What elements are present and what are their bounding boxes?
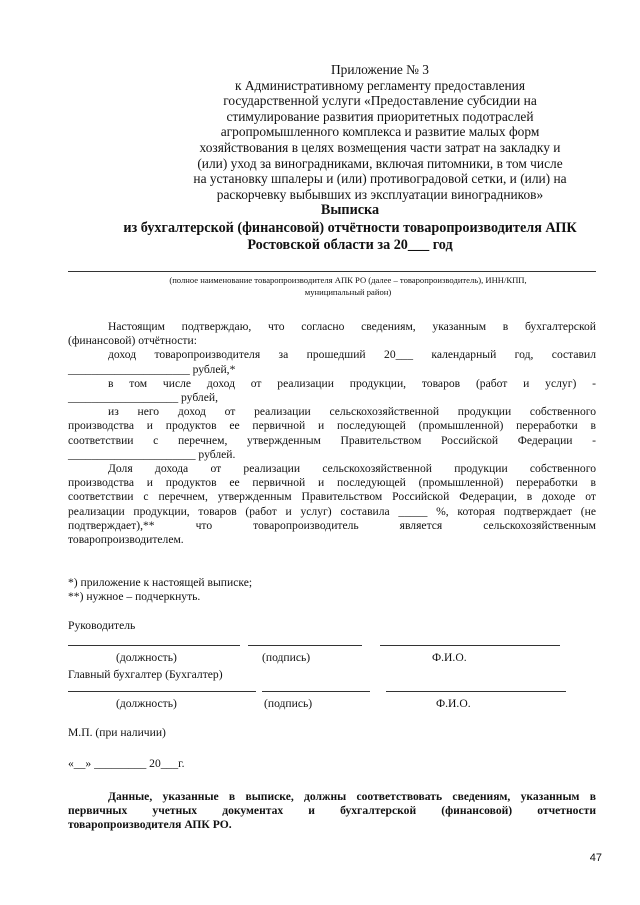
note-line: Данные, указанные в выписке, должны соответствовать сведениям, указанным в [108,790,596,803]
chief-accountant-label: Главный бухгалтер (Бухгалтер) [68,668,223,681]
head-label: Руководитель [68,619,136,632]
paragraph-line: в том числе доход от реализации продукции, товаров (работ и услуг) - [108,376,596,390]
paragraph-line: товаропроизводителем. [68,533,184,547]
paragraph-line: Настоящим подтверждаю, что согласно сведениям, указанным в бухгалтерской [108,320,596,333]
appendix-header [160,62,600,202]
paragraph-line: подтверждает),** что товаропроизводитель является сельскохозяйственным [68,518,596,532]
appendix-line: агропромышленного комплекса и развитие малых форм [220,124,540,140]
paragraph-line: производства и продуктов ее первичной и последующей (промышленной) переработки в [68,476,596,490]
title-line: из бухгалтерской (финансовой) отчётности товаропроизводителя АПК [123,219,577,236]
paragraph-line: ______________________ рублей. [68,447,236,461]
date-line: «__» _________ 20___г. [68,757,185,770]
note-line: товаропроизводителя АПК РО. [68,818,232,832]
stamp-label: М.П. (при наличии) [68,726,166,739]
producer-name-line [68,271,596,272]
head-fio-caption: Ф.И.О. [432,651,467,664]
document-title [100,202,600,255]
paragraph-line: _____________________ рублей,* [68,362,236,376]
note-line: первичных учетных документах и бухгалтерской (финансовой) отчетности [68,804,596,818]
chief-fio-caption: Ф.И.О. [436,697,471,710]
hint-line: муниципальный район) [304,286,392,297]
data-accuracy-note [68,790,596,833]
appendix-title: Приложение № 3 [330,62,430,77]
appendix-line: (или) уход за виноградниками, включая питомники, в том числе [197,155,563,171]
chief-position-caption: (должность) [116,697,177,710]
body-text [68,320,596,547]
paragraph-line: доход товаропроизводителя за прошедший 20___ календарный год, составил [108,348,596,362]
paragraph-line: соответствии с перечнем, утвержденным Правительством Российской Федерации - [68,433,596,447]
chief-fio-line [386,691,566,692]
paragraph-line: (финансовой) отчётности: [68,334,197,348]
paragraph-line: Доля дохода от реализации сельскохозяйственной продукции собственного [108,462,596,476]
title-line: Ростовской области за 20___ год [247,237,453,253]
paragraph-line: производства и продуктов ее первичной и последующей (промышленной) переработки в [68,419,596,433]
title-line: Выписка [320,202,380,218]
appendix-line: государственной услуги «Предоставление субсидии на [223,93,537,109]
head-signature-line [248,645,362,646]
chief-position-line [68,691,256,692]
head-position-caption: (должность) [116,651,177,664]
appendix-line: к Административному регламенту предоставления [234,77,526,93]
hint-line: (полное наименование товаропроизводителя АПК РО (далее – товаропроизводитель), ИНН/КПП, [169,275,527,285]
paragraph-line: ___________________ рублей, [68,391,218,405]
paragraph-line: из него доход от реализации сельскохозяйственной продукции собственного [108,405,596,419]
footnote-2: **) нужное – подчеркнуть. [68,590,201,603]
page-number: 47 [589,852,602,864]
head-position-line [68,645,240,646]
head-fio-line [380,645,560,646]
appendix-line: на установку шпалеры и (или) противоградовой сетки, и (или) на [193,171,567,187]
paragraph-line: соответствии с перечнем, утвержденным Правительством Российской Федерации, в доходе от [68,490,596,504]
chief-signature-caption: (подпись) [264,697,313,710]
producer-name-hint [118,275,578,298]
paragraph-line: реализации продукции, товаров (работ и услуг) составила _____ %, которая подтверждает (не [68,504,596,518]
appendix-line: раскорчевку выбывших из эксплуатации виноградников» [216,186,544,202]
chief-signature-line [262,691,370,692]
footnote-1: *) приложение к настоящей выписке; [68,576,253,589]
appendix-line: хозяйствования в целях возмещения части затрат на закладку и [199,139,561,155]
appendix-line: стимулирование развития приоритетных подотраслей [226,108,534,124]
head-signature-caption: (подпись) [262,651,311,664]
